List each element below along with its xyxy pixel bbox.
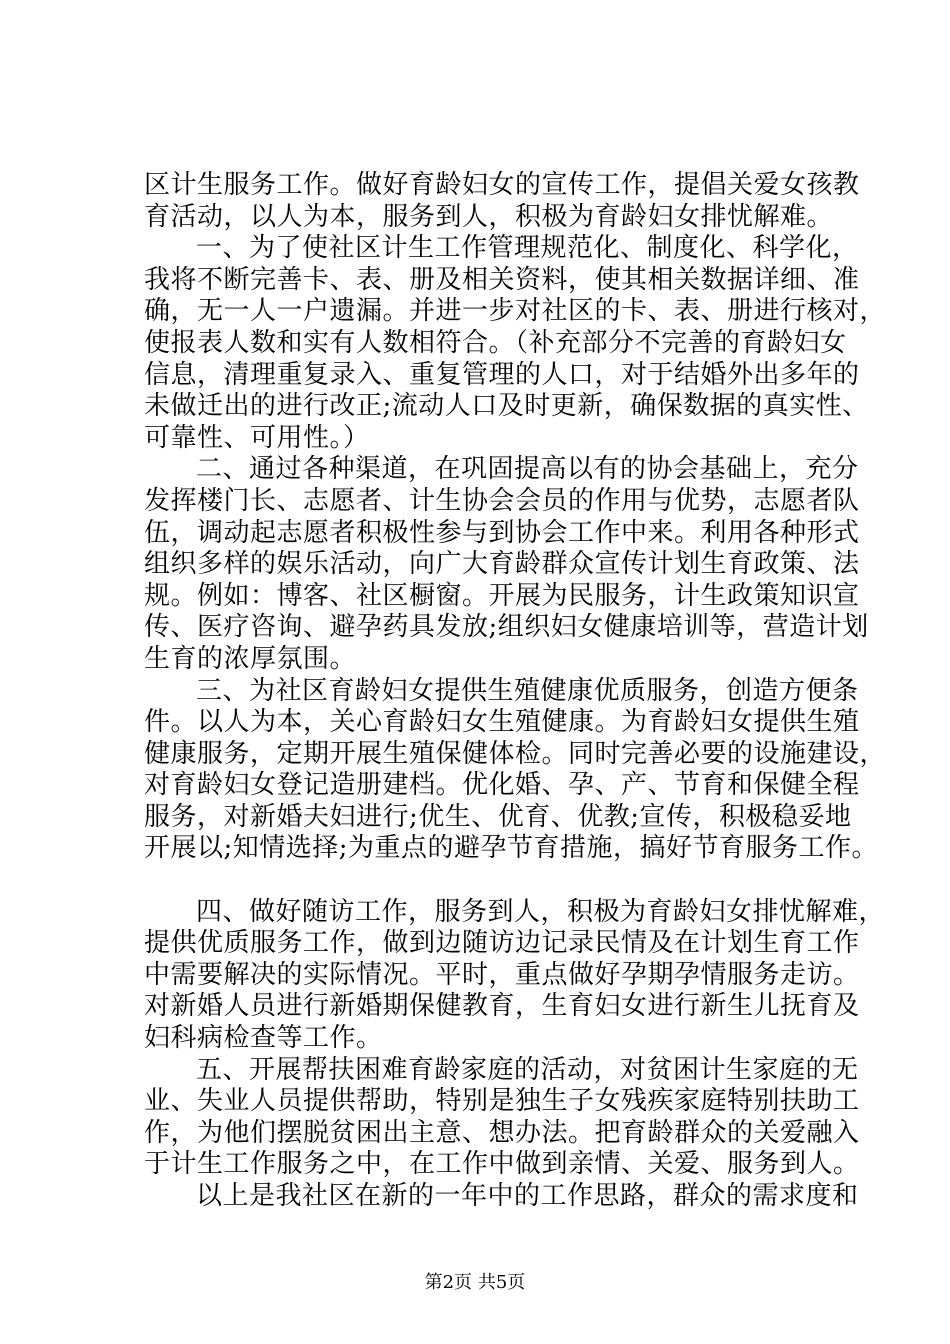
text-line: 传、医疗咨询、避孕药具发放;组织妇女健康培训等，营造计划 [144,612,869,643]
text-line: 健康服务，定期开展生殖保健体检。同时完善必要的设施建设， [144,738,887,769]
text-line: 对新婚人员进行新婚期保健教育，生育妇女进行新生儿抚育及 [144,991,860,1022]
text-line: 以上是我社区在新的一年中的工作思路，群众的需求度和 [196,1181,859,1211]
text-line: 二、通过各种渠道，在巩固提高以有的协会基础上，充分 [196,454,859,485]
text-line: 中需要解决的实际情况。平时，重点做好孕期孕情服务走访。 [144,959,860,990]
page-footer: 第2页 共5页 [424,1272,526,1293]
paragraph [144,233,887,454]
text-line: 生育的浓厚氛围。 [144,643,357,674]
text-line: 区计生服务工作。做好育龄妇女的宣传工作，提倡关爱女孩教 [144,170,860,200]
text-line: 开展以;知情选择;为重点的避孕节育措施，搞好节育服务工作。 [144,833,879,864]
text-line: 提供优质服务工作，做到边随访边记录民情及在计划生育工作 [144,928,860,959]
paragraph [144,675,887,866]
text-line: 五、开展帮扶困难育龄家庭的活动，对贫困计生家庭的无 [196,1054,859,1085]
text-line: 妇科病检查等工作。 [144,1023,383,1054]
text-line: 发挥楼门长、志愿者、计生协会会员的作用与优势，志愿者队 [144,485,860,516]
paragraph [144,454,869,675]
text-line: 我将不断完善卡、表、册及相关资料，使其相关数据详细、准 [144,264,860,295]
paragraph [144,1181,859,1213]
paragraph [144,170,860,233]
text-line: 服务，对新婚夫妇进行;优生、优育、优教;宣传，积极稳妥地 [144,801,852,832]
text-line: 于计生工作服务之中，在工作中做到亲情、关爱、服务到人。 [144,1149,860,1180]
paragraph [144,896,886,1055]
text-line: 作，为他们摆脱贫困出主意、想办法。把育龄群众的关爱融入 [144,1117,860,1148]
text-line: 使报表人数和实有人数相符合。（补充部分不完善的育龄妇女 [144,327,847,358]
text-line: 规。例如：博客、社区橱窗。开展为民服务，计生政策知识宣 [144,580,860,611]
text-line: 组织多样的娱乐活动，向广大育龄群众宣传计划生育政策、法 [144,549,860,580]
text-line: 伍，调动起志愿者积极性参与到协会工作中来。利用各种形式 [144,517,860,548]
blank-line [144,865,852,897]
text-line: 业、失业人员提供帮助，特别是独生子女残疾家庭特别扶助工 [144,1086,860,1117]
text-line: 未做迁出的进行改正;流动人口及时更新，确保数据的真实性、 [144,391,869,422]
text-line: 可靠性、可用性。） [144,422,370,453]
text-line: 确，无一人一户遗漏。并进一步对社区的卡、表、册进行核对， [144,296,887,327]
text-line: 对育龄妇女登记造册建档。优化婚、孕、产、节育和保健全程 [144,770,860,801]
paragraph [144,1054,860,1181]
document-body [144,170,887,1213]
text-line: 信息，清理重复录入、重复管理的人口，对于结婚外出多年的 [144,359,860,390]
text-line: 件。以人为本，关心育龄妇女生殖健康。为育龄妇女提供生殖 [144,707,860,738]
text-line: 育活动，以人为本，服务到人，积极为育龄妇女排忧解难。 [144,201,834,232]
text-line: 一、为了使社区计生工作管理规范化、制度化、科学化， [196,233,859,264]
text-line: 三、为社区育龄妇女提供生殖健康优质服务，创造方便条 [196,675,859,706]
text-line: 四、做好随访工作，服务到人，积极为育龄妇女排忧解难， [196,896,886,927]
